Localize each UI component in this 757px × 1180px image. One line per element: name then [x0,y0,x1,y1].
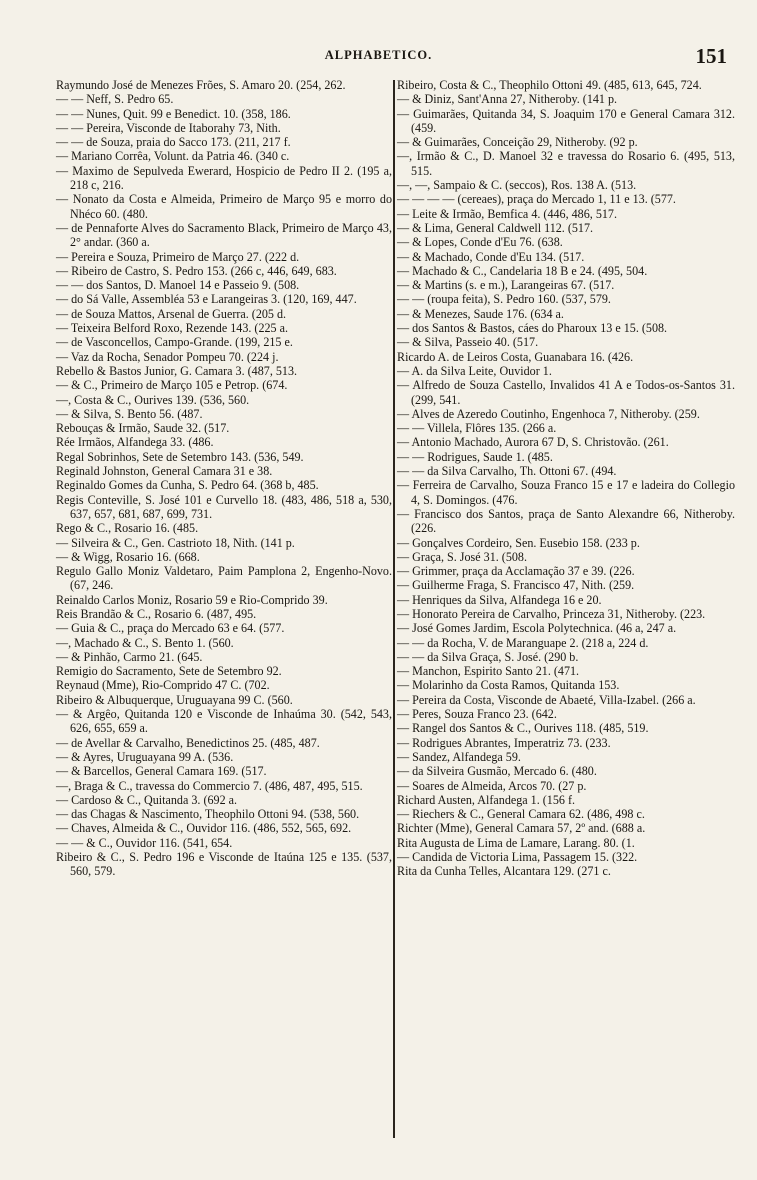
directory-entry: — Guia & C., praça do Mercado 63 e 64. (577. [56,621,285,636]
directory-entry: — Francisco dos Santos, praça de Santo Alexandre 66, Nitheroby. (226. [397,506,735,536]
directory-entry: — A. da Silva Leite, Ouvidor 1. [397,363,552,378]
page-header [0,44,757,74]
directory-entry: Remigio do Sacramento, Sete de Setembro 92. [56,664,282,679]
directory-entry: —, Irmão & C., D. Manoel 32 e travessa do Rosario 6. (495, 513, 515. [397,149,735,178]
directory-entry: — de Avellar & Carvalho, Benedictinos 25. (485, 487. [56,735,320,750]
directory-entry: — & Machado, Conde d'Eu 134. (517. [397,249,585,264]
directory-entry: Regulo Gallo Moniz Valdetaro, Paim Pamplona 2, Engenho-Novo. (67, 246. [56,564,392,593]
directory-entry: — do Sá Valle, Assembléa 53 e Larangeiras 3. (120, 169, 447. [56,292,357,307]
directory-entry: — Graça, S. José 31. (508. [397,549,527,564]
directory-entry: —, Costa & C., Ourives 139. (536, 560. [56,392,250,407]
directory-entry: — das Chagas & Nascimento, Theophilo Ottoni 94. (538, 560. [56,807,360,822]
directory-entry: — — dos Santos, D. Manoel 14 e Passeio 9. (508. [56,278,300,293]
directory-entry: Richard Austen, Alfandega 1. (156 f. [397,792,576,807]
directory-entry: — & Pinhão, Carmo 21. (645. [56,649,203,664]
directory-entry: — José Gomes Jardim, Escola Polytechnica. (46 a, 247 a. [397,621,677,636]
directory-entry: — dos Santos & Bastos, cáes do Pharoux 13 e 15. (508. [397,321,668,336]
directory-entry: —, Braga & C., travessa do Commercio 7. (486, 487, 495, 515. [56,778,363,793]
directory-entry: — — da Silva Graça, S. José. (290 b. [397,649,579,664]
directory-entry: — — — — (cereaes), praça do Mercado 1, 11 e 13. (577. [397,192,676,207]
directory-entry: — — & C., Ouvidor 116. (541, 654. [56,835,233,850]
directory-entry: Raymundo José de Menezes Frões, S. Amaro 20. (254, 262. [56,78,346,92]
directory-entry: Rego & C., Rosario 16. (485. [56,521,199,536]
directory-entry: — Candida de Victoria Lima, Passagem 15. (322. [397,850,638,865]
directory-entry: — — Rodrigues, Saude 1. (485. [397,449,553,464]
directory-entry: — Alfredo de Souza Castello, Invalidos 41 A e Todos-os-Santos 31. (299, 541. [397,378,735,407]
directory-entry: — Guimarães, Quitanda 34, S. Joaquim 170 e General Camara 312. (459. [397,106,735,135]
directory-entry: Reginaldo Gomes da Cunha, S. Pedro 64. (368 b, 485. [56,478,319,493]
directory-entry: — de Pennaforte Alves do Sacramento Black, Primeiro de Março 43, 2° andar. (360 a. [56,220,392,250]
left-column [56,78,392,879]
directory-entry: — Silveira & C., Gen. Castrioto 18, Nith. (141 p. [56,535,295,550]
directory-entry: — Vaz da Rocha, Senador Pompeu 70. (224 j. [56,349,279,364]
directory-entry: — Soares de Almeida, Arcos 70. (27 p. [397,778,587,793]
directory-entry: Reginald Johnston, General Camara 31 e 38. [56,464,273,479]
directory-entry: — — de Souza, praia do Sacco 173. (211, 217 f. [56,135,291,150]
directory-columns [0,78,757,1158]
directory-entry: — & Wigg, Rosario 16. (668. [56,549,200,564]
right-column [397,78,735,879]
directory-entry: — Pereira da Costa, Visconde de Abaeté, Villa-Izabel. (266 a. [397,692,696,707]
directory-entry: — Henriques da Silva, Alfandega 16 e 20. [397,592,602,607]
directory-entry: — Teixeira Belford Roxo, Rezende 143. (225 a. [56,321,289,336]
directory-entry: Reis Brandão & C., Rosario 6. (487, 495. [56,606,257,621]
directory-entry: —, Machado & C., S. Bento 1. (560. [56,635,234,650]
directory-entry: Regis Conteville, S. José 101 e Curvello 18. (483, 486, 518 a, 530, 637, 657, 681, 687, 699, 731. [56,492,392,521]
directory-entry: — de Vasconcellos, Campo-Grande. (199, 215 e. [56,335,293,350]
directory-entry: — & Ayres, Uruguayana 99 A. (536. [56,749,234,764]
directory-entry: — Riechers & C., General Camara 62. (486, 498 c. [397,807,645,822]
directory-entry: — Manchon, Espirito Santo 21. (471. [397,664,580,679]
directory-entry: — Rodrigues Abrantes, Imperatriz 73. (233. [397,735,611,750]
directory-entry: Ribeiro & C., S. Pedro 196 e Visconde de Itaúna 125 e 135. (537, 560, 579. [56,850,392,879]
directory-entry: — & C., Primeiro de Março 105 e Petrop. (674. [56,378,288,393]
directory-entry: — Ribeiro de Castro, S. Pedro 153. (266 c, 446, 649, 683. [56,263,337,278]
directory-entry: Ribeiro, Costa & C., Theophilo Ottoni 49. (485, 613, 645, 724. [397,78,702,92]
page-number: 151 [695,44,727,68]
directory-entry: — & Martins (s. e m.), Larangeiras 67. (517. [397,278,615,293]
directory-entry: — & Guimarães, Conceição 29, Nitheroby. (92 p. [397,135,638,150]
directory-entry: — de Souza Mattos, Arsenal de Guerra. (205 d. [56,306,287,321]
directory-entry: — Ferreira de Carvalho, Souza Franco 15 e 17 e ladeira do Collegio 4, S. Domingos. (476. [397,478,735,507]
directory-entry: — — Pereira, Visconde de Itaborahy 73, Nith. [56,120,281,135]
column-divider [393,80,395,1138]
directory-entry: — — da Rocha, V. de Maranguape 2. (218 a, 224 d. [397,635,649,650]
directory-entry: Reinaldo Carlos Moniz, Rosario 59 e Rio-Comprido 39. [56,592,328,607]
directory-entry: — Guilherme Fraga, S. Francisco 47, Nith. (259. [397,578,635,593]
directory-entry: — Machado & C., Candelaria 18 B e 24. (495, 504. [397,263,648,278]
directory-entry: — Sandez, Alfandega 59. [397,749,521,764]
directory-entry: — & Lopes, Conde d'Eu 76. (638. [397,235,563,250]
directory-entry: — Chaves, Almeida & C., Ouvidor 116. (486, 552, 565, 692. [56,821,352,836]
directory-entry: — & Lima, General Caldwell 112. (517. [397,220,594,235]
directory-entry: — & Silva, S. Bento 56. (487. [56,406,203,421]
directory-entry: — Grimmer, praça da Acclamação 37 e 39. (226. [397,564,635,579]
directory-entry: Ricardo A. de Leiros Costa, Guanabara 16. (426. [397,349,634,364]
directory-entry: Regal Sobrinhos, Sete de Setembro 143. (536, 549. [56,449,304,464]
directory-entry: — Peres, Souza Franco 23. (642. [397,707,557,722]
directory-entry: — Maximo de Sepulveda Ewerard, Hospicio de Pedro II 2. (195 a, 218 c, 216. [56,163,392,193]
directory-entry: — & Diniz, Sant'Anna 27, Nitheroby. (141 p. [397,92,618,107]
directory-entry: Richter (Mme), General Camara 57, 2º and. (688 a. [397,821,646,836]
directory-entry: Rée Irmãos, Alfandega 33. (486. [56,435,214,450]
directory-entry: — & Barcellos, General Camara 169. (517. [56,764,267,779]
directory-entry: — Gonçalves Cordeiro, Sen. Eusebio 158. (233 p. [397,535,640,550]
running-title: ALPHABETICO. [324,48,433,62]
directory-entry: Rebello & Bastos Junior, G. Camara 3. (487, 513. [56,363,298,378]
directory-entry: Rita Augusta de Lima de Lamare, Larang. 80. (1. [397,835,635,850]
directory-entry: — & Argêo, Quitanda 120 e Visconde de Inhaúma 30. (542, 543, 626, 655, 659 a. [56,707,392,736]
directory-entry: Reynaud (Mme), Rio-Comprido 47 C. (702. [56,678,270,693]
directory-entry: — Leite & Irmão, Bemfica 4. (446, 486, 517. [397,206,617,221]
directory-entry: Rita da Cunha Telles, Alcantara 129. (271 c. [397,864,611,879]
directory-entry: Ribeiro & Albuquerque, Uruguayana 99 C. (560. [56,692,293,707]
directory-entry: — Nonato da Costa e Almeida, Primeiro de Março 95 e morro do Nhéco 60. (480. [56,192,392,221]
directory-entry: — Cardoso & C., Quitanda 3. (692 a. [56,792,238,807]
directory-entry: — Pereira e Souza, Primeiro de Março 27. (222 d. [56,249,300,264]
directory-entry: — Antonio Machado, Aurora 67 D, S. Christovão. (261. [397,435,669,450]
directory-entry: — — Nunes, Quit. 99 e Benedict. 10. (358, 186. [56,106,291,121]
directory-entry: — — da Silva Carvalho, Th. Ottoni 67. (494. [397,464,617,479]
directory-entry: — da Silveira Gusmão, Mercado 6. (480. [397,764,597,779]
directory-entry: — — (roupa feita), S. Pedro 160. (537, 579. [397,292,611,307]
directory-entry: Rebouças & Irmão, Saude 32. (517. [56,421,230,436]
directory-entry: —, —, Sampaio & C. (seccos), Ros. 138 A. (513. [397,178,637,193]
directory-entry: — — Neff, S. Pedro 65. [56,92,174,107]
directory-entry: — & Silva, Passeio 40. (517. [397,335,539,350]
directory-entry: — — Villela, Flôres 135. (266 a. [397,421,557,436]
directory-entry: — Molarinho da Costa Ramos, Quitanda 153. [397,678,620,693]
directory-entry: — Alves de Azeredo Coutinho, Engenhoca 7, Nitheroby. (259. [397,406,700,421]
directory-entry: — & Menezes, Saude 176. (634 a. [397,306,564,321]
directory-entry: — Rangel dos Santos & C., Ourives 118. (485, 519. [397,721,649,736]
directory-entry: — Mariano Corrêa, Volunt. da Patria 46. (340 c. [56,149,290,164]
directory-entry: — Honorato Pereira de Carvalho, Princeza 31, Nitheroby. (223. [397,606,706,621]
